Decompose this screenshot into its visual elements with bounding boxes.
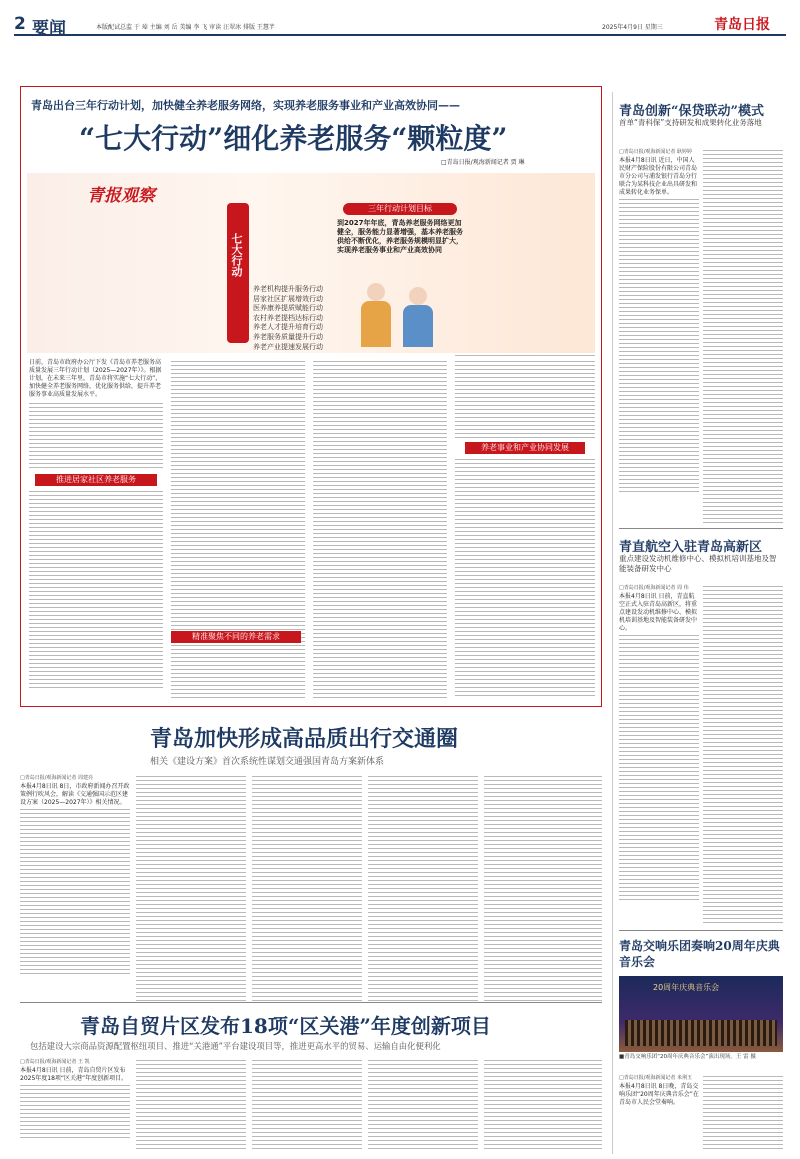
lead-col-1 (29, 359, 163, 699)
plan-item: 养老产业提速发展行动 (253, 342, 323, 351)
traffic-col-3 (252, 774, 362, 1002)
a3-body-col2 (703, 1074, 783, 1152)
subhead-synergy: 养老事业和产业协同发展 (465, 442, 585, 454)
a2-para: 本报4月8日讯 日前，青直航空正式入驻青岛高新区，将重点建设发动机维修中心、模拟机培训基地及智能装备研发中心。 (619, 593, 698, 632)
plan-item: 农村养老提档达标行动 (253, 313, 323, 322)
a3-para: 本报4月8日讯 8日晚，青岛交响乐团“20周年庆典音乐会”在青岛市人民会堂奏响。 (619, 1083, 699, 1106)
lead-kicker: 青岛出台三年行动计划，加快健全养老服务网络，实现养老服务事业和产业高效协同—— (31, 99, 460, 112)
page-header (14, 14, 786, 39)
traffic-col-2 (136, 774, 246, 1002)
brand-logo: 青岛日报 (714, 17, 770, 33)
a3-body (619, 1074, 699, 1152)
plan-desc: 到2027年年底，青岛养老服务网络更加健全，服务能力显著增强，基本养老服务供给不断优化，养老服务规模明显扩大，实现养老服务事业和产业高效协同 (337, 219, 463, 254)
lantern-icon (227, 203, 249, 343)
ftz-col-3 (252, 1058, 362, 1152)
traffic-col-4 (368, 774, 478, 1002)
lead-article (20, 86, 602, 707)
a1-para: 本报4月8日讯 近日，中国人民财产保险股份有限公司青岛市分公司与浦发银行青岛分行联合为某科技企业出具研发和成果转化业务保单。 (619, 157, 698, 196)
a1-byline: □青岛日报/观海新闻记者 耿婷婷 (619, 149, 692, 155)
plan-item: 居家社区扩展增效行动 (253, 294, 323, 303)
plan-label: 七大行动 (230, 233, 243, 277)
a2-body-col2 (703, 584, 783, 926)
concert-caption: ■青岛交响乐团“20周年庆典音乐会”演出现场。王 雷 摄 (619, 1054, 756, 1060)
traffic-title: 青岛加快形成高品质出行交通圈 (150, 726, 459, 752)
traffic-col-5 (484, 774, 602, 1002)
a1-body (619, 148, 699, 524)
plan-item: 养老机构提升服务行动 (253, 285, 323, 293)
a3-byline: □青岛日报/观海新闻记者 米荆玉 (619, 1075, 692, 1081)
ftz-col-1 (20, 1058, 130, 1152)
ftz-para: 本报4月8日讯 日前，青岛自贸片区发布2025年度18项“区关港”年度创新项目。 (20, 1067, 128, 1082)
plan-header: 三年行动计划目标 (343, 203, 457, 215)
a1-body-col2 (703, 148, 783, 524)
traffic-byline: □青岛日报/观海新闻记者 周建亮 (20, 775, 93, 781)
concert-photo (619, 976, 783, 1052)
lead-byline: □青岛日报/观海新闻记者 贾 琳 (441, 159, 525, 166)
lead-col-2 (171, 359, 305, 699)
lead-col-4b (455, 359, 595, 699)
traffic-para: 本报4月8日讯 8日，市政府新闻办召开政策例行吹风会，解读《交通强国示范区建设方案（2025—2027年）》相关情况。 (20, 783, 130, 806)
staff-meta: 本版配试总监 于 琸 主编 刘 岳 美编 李 飞 审读 汪翠冰 排版 王慧芊 (96, 24, 275, 31)
section-name: 要闻 (32, 19, 66, 39)
right-column (612, 92, 786, 1154)
column-logo: 青报观察 (87, 186, 155, 206)
subhead-needs: 精准聚焦不同的养老需求 (171, 631, 301, 643)
plan-item: 养老人才提升培育行动 (253, 323, 323, 332)
concert-banner: 20周年庆典音乐会 (653, 983, 720, 992)
ftz-col-4 (368, 1058, 478, 1152)
plan-item: 医养康养提质赋能行动 (253, 304, 323, 313)
ftz-col-2 (136, 1058, 246, 1152)
lead-para: 日前，青岛市政府办公厅下发《青岛市养老服务高质量发展三年行动计划（2025—2027年）》。根据计划，在未来三年里，青岛市将实施“七大行动”，加快健全养老服务网络，优化服务供给，提升养老服务事业高质量发展水平。 (29, 359, 162, 398)
ftz-byline: □青岛日报/观海新闻记者 王 凯 (20, 1059, 90, 1065)
traffic-subtitle: 相关《建设方案》首次系统性谋划交通强国青岛方案新体系 (150, 757, 385, 767)
plan-item: 养老服务质量提升行动 (253, 332, 323, 341)
a2-title: 青直航空入驻青岛高新区 (619, 540, 763, 555)
page-number: 2 (14, 14, 26, 34)
a2-body (619, 584, 699, 926)
lead-title: “七大行动”细化养老服务“颗粒度” (79, 122, 508, 155)
a3-title: 青岛交响乐团奏响20周年庆典音乐会 (619, 939, 780, 969)
ftz-title: 青岛自贸片区发布18项“区关港”年度创新项目 (80, 1014, 491, 1038)
a1-title: 青岛创新“保贷联动”模式 (619, 104, 764, 119)
ftz-subtitle: 包括建设大宗商品资源配置枢纽项目、推进“关港通”平台建设项目等，推进更高水平的贸易、运输自由化便利化 (30, 1041, 441, 1051)
plan-list (253, 285, 349, 352)
a2-byline: □青岛日报/观海新闻记者 周 伟 (619, 585, 689, 591)
elderly-couple-illustration (357, 283, 447, 351)
traffic-article (20, 718, 602, 1002)
issue-date: 2025年4月9日 星期三 (602, 24, 663, 31)
lead-col-3 (313, 359, 447, 699)
a1-subtitle: 首单“青科保”支持研发和成果转化业务落地 (619, 118, 762, 127)
a2-subtitle: 重点建设发动机维修中心、模拟机培训基地及智能装备研发中心 (619, 554, 777, 573)
subhead-home-care: 推进居家社区养老服务 (35, 474, 157, 486)
ftz-col-5 (484, 1058, 602, 1152)
ftz-article (20, 1008, 602, 1152)
traffic-col-1 (20, 774, 130, 1002)
